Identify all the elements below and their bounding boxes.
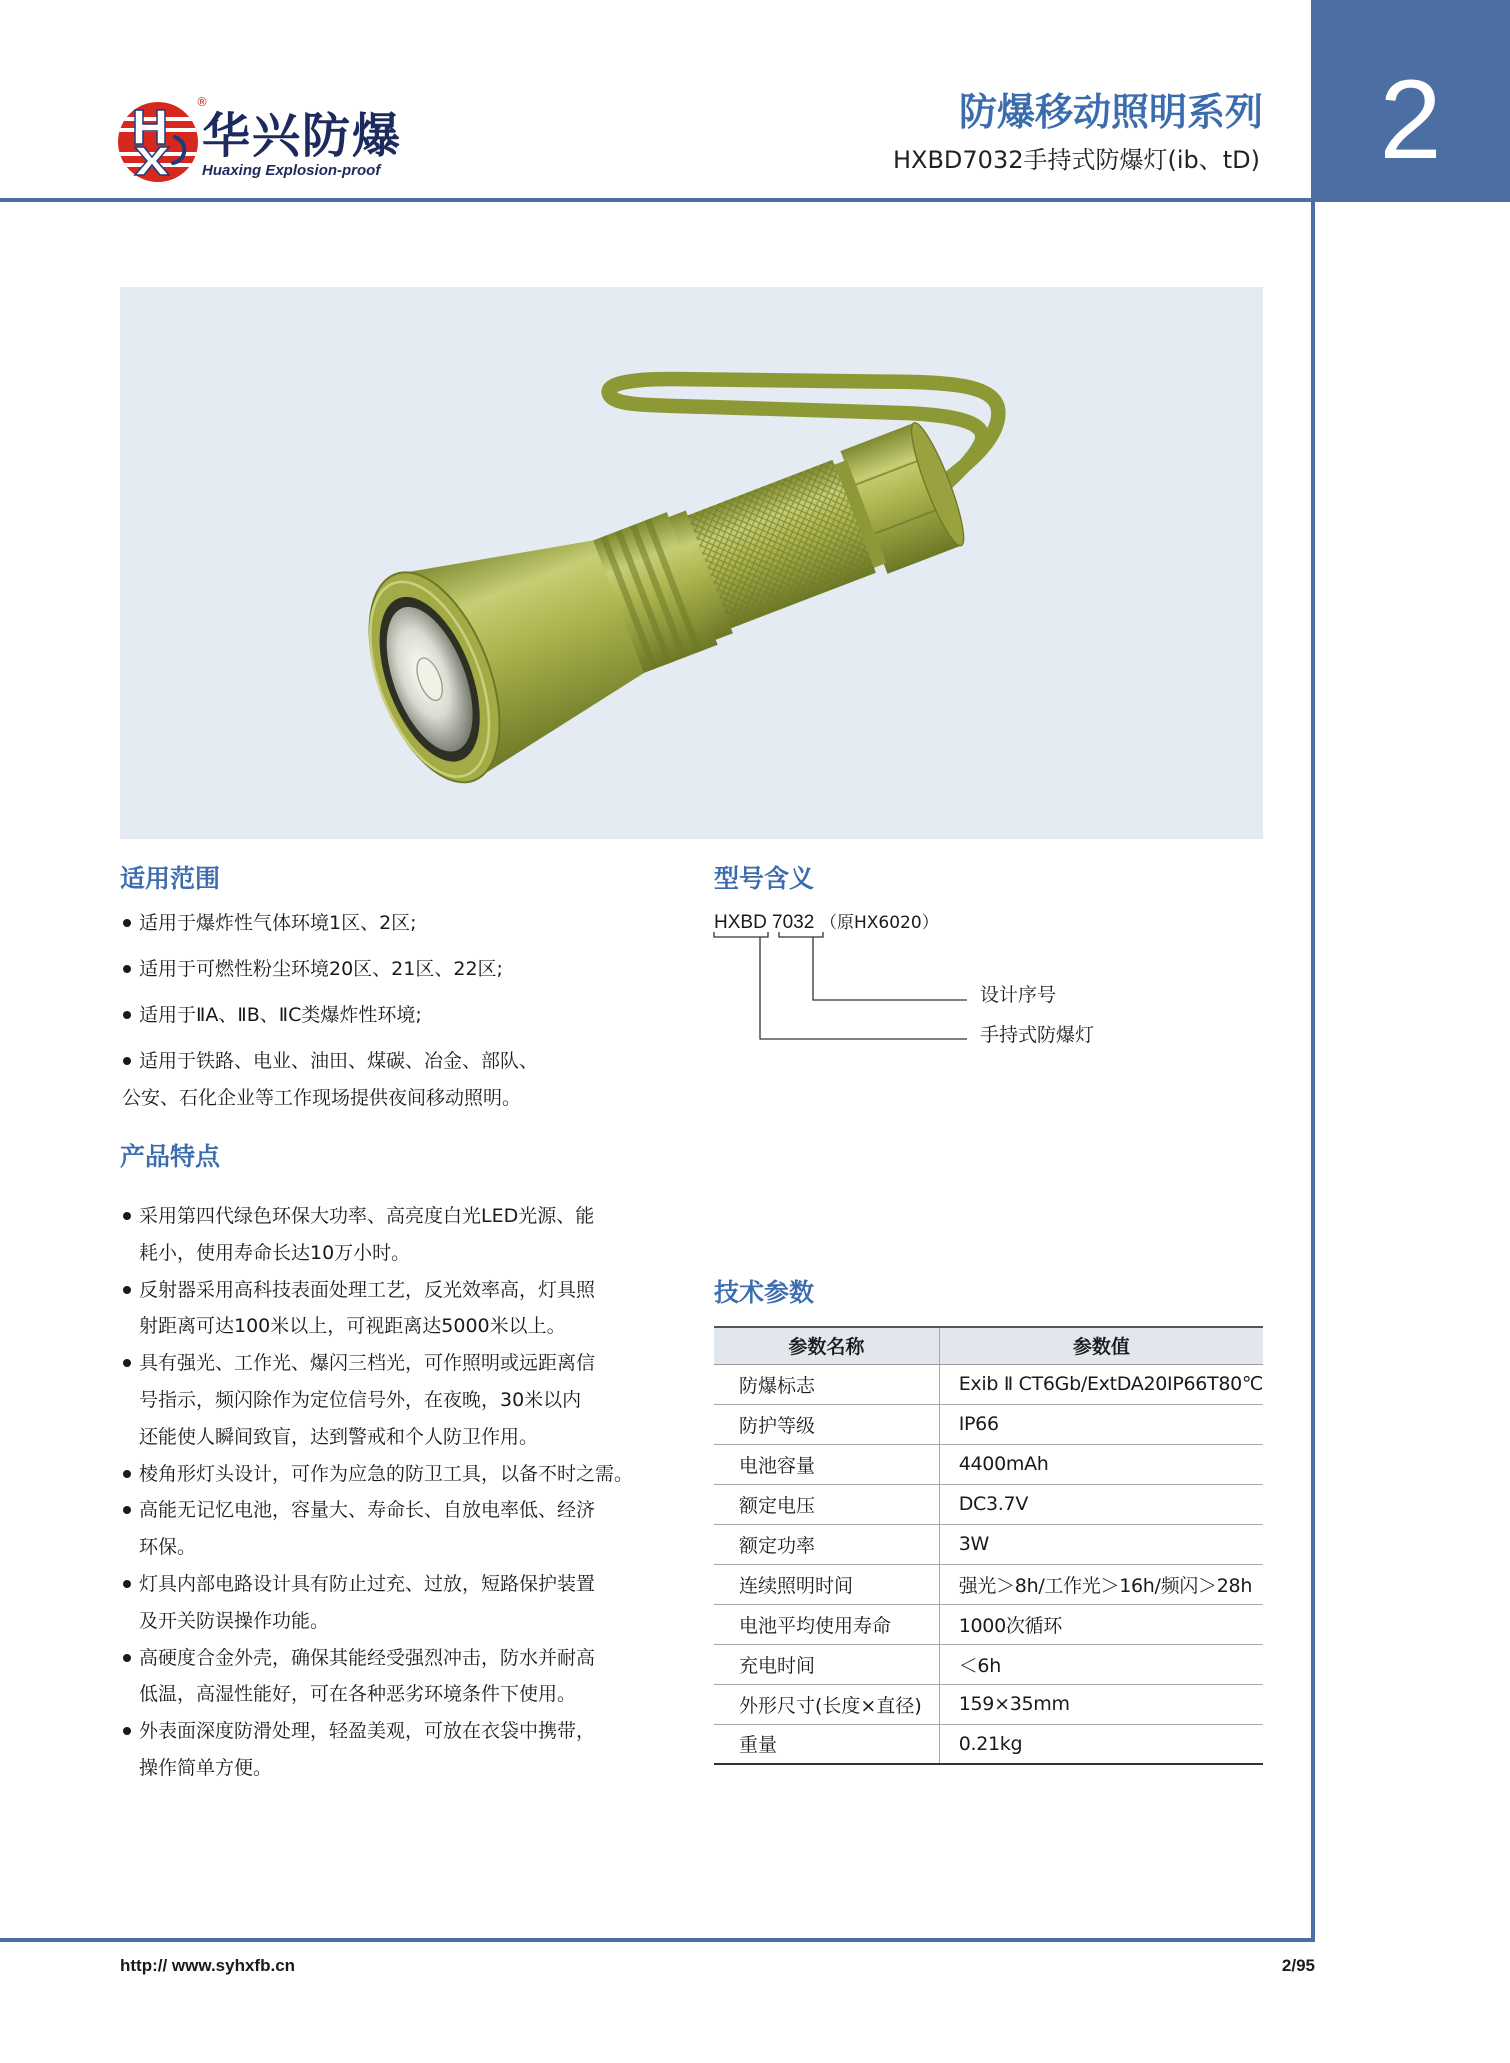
chapter-tab xyxy=(1311,0,1510,202)
bullet-dot xyxy=(123,1011,131,1019)
footer-rule xyxy=(0,1938,1315,1942)
list-item xyxy=(120,1456,700,1493)
bullet-dot xyxy=(123,1286,131,1294)
bullet-dot xyxy=(123,1470,131,1478)
spec-name: 电池容量 xyxy=(714,1444,939,1484)
spec-value: 3W xyxy=(958,1533,989,1555)
number-meaning-label: 设计序号 xyxy=(980,984,1057,1006)
spec-name: 重量 xyxy=(714,1724,939,1764)
table-row xyxy=(714,1684,1263,1724)
flashlight-body xyxy=(343,377,988,800)
number-bracket xyxy=(779,932,823,937)
spec-name: 电池平均使用寿命 xyxy=(714,1604,939,1644)
list-item-text: 环保。 xyxy=(139,1536,197,1559)
list-item xyxy=(120,1272,700,1346)
list-item xyxy=(120,1043,700,1117)
brand-name-en: Huaxing Explosion-proof xyxy=(202,162,381,179)
specs-heading: 技术参数 xyxy=(714,1278,815,1307)
spec-name: 防护等级 xyxy=(714,1404,939,1444)
list-item-text: 高能无记忆电池，容量大、寿命长、自放电率低、经济 xyxy=(139,1499,596,1522)
bullet-dot xyxy=(123,1580,131,1588)
spec-value: ＜6h xyxy=(958,1654,1001,1677)
table-row xyxy=(714,1564,1263,1604)
spec-name: 连续照明时间 xyxy=(714,1564,939,1604)
table-row xyxy=(714,1364,1263,1404)
list-item xyxy=(120,951,700,988)
spec-name: 充电时间 xyxy=(714,1644,939,1684)
list-item-text: 适用于ⅡA、ⅡB、ⅡC类爆炸性环境; xyxy=(139,1004,422,1026)
spec-value: Exib Ⅱ CT6Gb/ExtDA20IP66T80℃ xyxy=(958,1373,1263,1395)
list-item xyxy=(120,905,700,942)
logo-emblem-icon xyxy=(113,97,203,187)
side-rule xyxy=(1311,200,1315,1942)
spec-name: 额定电压 xyxy=(714,1484,939,1524)
list-item xyxy=(120,1198,700,1272)
flashlight-icon xyxy=(120,287,1263,839)
registered-mark: ® xyxy=(196,95,208,109)
features-heading: 产品特点 xyxy=(120,1142,221,1171)
scope-list xyxy=(120,905,700,1117)
page-number: 2/95 xyxy=(1281,1956,1315,1975)
brand-name-cn: 华兴防爆 xyxy=(202,108,403,164)
list-item xyxy=(120,1345,700,1455)
bullet-dot xyxy=(123,965,131,973)
model-prefix: HXBD xyxy=(714,912,767,933)
spec-value: IP66 xyxy=(958,1413,999,1435)
list-item-text: 号指示，频闪除作为定位信号外，在夜晚，30米以内 xyxy=(139,1388,582,1411)
bullet-dot xyxy=(123,919,131,927)
header-rule xyxy=(0,198,1311,202)
list-item-text: 采用第四代绿色环保大功率、高亮度白光LED光源、能 xyxy=(139,1205,595,1227)
list-item-text: 射距离可达100米以上，可视距离达5000米以上。 xyxy=(139,1315,566,1338)
list-item-text: 灯具内部电路设计具有防止过充、过放，短路保护装置 xyxy=(139,1572,596,1595)
product-title: HXBD7032手持式防爆灯(ib、tD) xyxy=(892,146,1260,174)
spec-table xyxy=(714,1326,1263,1765)
table-row xyxy=(714,1604,1263,1644)
bullet-dot xyxy=(123,1057,131,1065)
chapter-number: 2 xyxy=(1379,57,1442,182)
list-item xyxy=(120,1713,700,1787)
bullet-dot xyxy=(123,1506,131,1514)
table-row xyxy=(714,1644,1263,1684)
bullet-dot xyxy=(123,1727,131,1735)
list-item-text: 公安、石化企业等工作现场提供夜间移动照明。 xyxy=(122,1087,522,1109)
list-item-text: 具有强光、工作光、爆闪三档光，可作照明或远距离信 xyxy=(139,1352,596,1375)
model-heading: 型号含义 xyxy=(714,864,815,893)
list-item xyxy=(120,1492,700,1566)
model-former-code: （原HX6020） xyxy=(820,913,939,933)
model-diagram-lines xyxy=(700,930,980,1050)
product-photo xyxy=(120,287,1263,839)
list-item xyxy=(120,1640,700,1714)
spec-value: 1000次循环 xyxy=(958,1614,1062,1637)
list-item-text: 还能使人瞬间致盲，达到警戒和个人防卫作用。 xyxy=(139,1425,539,1448)
prefix-leader xyxy=(760,937,967,1039)
bullet-dot xyxy=(123,1359,131,1367)
list-item-text: 及开关防误操作功能。 xyxy=(139,1609,330,1632)
prefix-bracket xyxy=(714,932,768,937)
list-item-text: 高硬度合金外壳，确保其能经受强烈冲击，防水并耐高 xyxy=(139,1646,596,1669)
column-header: 参数值 xyxy=(1072,1336,1130,1359)
table-row xyxy=(714,1444,1263,1484)
spec-value: DC3.7V xyxy=(958,1493,1029,1515)
spec-name: 额定功率 xyxy=(714,1524,939,1564)
website-link[interactable]: http:// www.syhxfb.cn xyxy=(120,1956,296,1975)
spec-name: 防爆标志 xyxy=(714,1364,939,1404)
list-item-text: 反射器采用高科技表面处理工艺，反光效率高，灯具照 xyxy=(139,1278,596,1301)
spec-value: 159×35mm xyxy=(958,1693,1070,1715)
spec-value: 强光＞8h/工作光＞16h/频闪＞28h xyxy=(958,1574,1253,1597)
list-item-text: 外表面深度防滑处理，轻盈美观，可放在衣袋中携带， xyxy=(139,1720,596,1743)
number-leader xyxy=(813,937,967,1000)
table-row xyxy=(714,1404,1263,1444)
table-header-row xyxy=(714,1327,1263,1364)
spec-name: 外形尺寸(长度×直径) xyxy=(714,1684,939,1724)
list-item-text: 适用于可燃性粉尘环境20区、21区、22区; xyxy=(139,958,503,980)
list-item-text: 棱角形灯头设计，可作为应急的防卫工具，以备不时之需。 xyxy=(139,1462,634,1485)
list-item xyxy=(120,1566,700,1640)
column-header: 参数名称 xyxy=(714,1327,939,1364)
prefix-meaning-label: 手持式防爆灯 xyxy=(980,1024,1095,1046)
table-row xyxy=(714,1484,1263,1524)
list-item-text: 耗小，使用寿命长达10万小时。 xyxy=(139,1241,411,1264)
list-item-text: 操作简单方便。 xyxy=(139,1756,273,1779)
list-item-text: 适用于铁路、电业、油田、煤碳、冶金、部队、 xyxy=(139,1050,539,1072)
series-title: 防爆移动照明系列 xyxy=(958,90,1263,134)
list-item-text: 低温，高湿性能好，可在各种恶劣环境条件下使用。 xyxy=(139,1683,577,1706)
spec-value: 4400mAh xyxy=(958,1453,1049,1475)
list-item xyxy=(120,997,700,1034)
table-row xyxy=(714,1524,1263,1564)
features-list xyxy=(120,1198,700,1787)
bullet-dot xyxy=(123,1654,131,1662)
scope-heading: 适用范围 xyxy=(120,864,221,893)
bullet-dot xyxy=(123,1212,131,1220)
list-item-text: 适用于爆炸性气体环境1区、2区; xyxy=(139,912,417,934)
spec-value: 0.21kg xyxy=(958,1732,1023,1755)
model-number: 7032 xyxy=(772,912,815,933)
table-row xyxy=(714,1724,1263,1764)
